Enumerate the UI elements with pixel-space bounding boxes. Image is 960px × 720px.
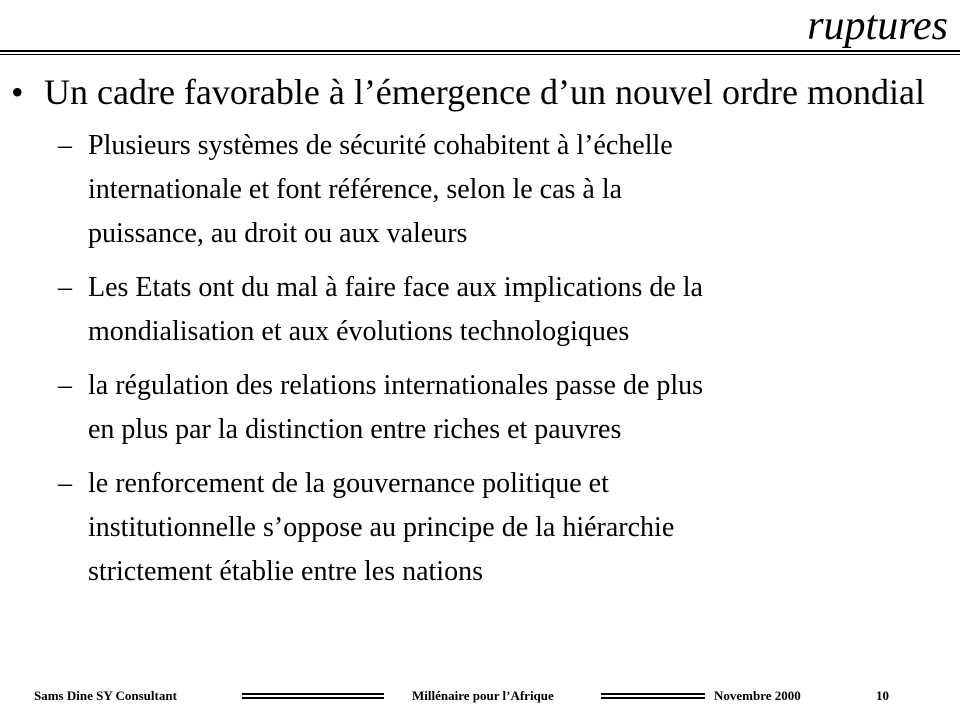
footer-date: Novembre 2000 (714, 688, 801, 703)
text-line: Les Etats ont du mal à faire face aux implications de la (88, 272, 703, 303)
text-line: Plusieurs systèmes de sécurité cohabitent à l’échelle (88, 130, 673, 161)
text-line: mondialisation et aux évolutions technologiques (88, 316, 630, 347)
sub-bullet-marker: – (58, 468, 72, 499)
sub-bullet-marker: – (58, 130, 72, 161)
main-bullet (0, 70, 944, 114)
sub-bullet (0, 462, 908, 594)
slide-content (0, 70, 960, 594)
text-line: strictement établie entre les nations (88, 556, 483, 587)
main-bullet-text: Un cadre favorable à l’émergence d’un nouvel ordre mondial (44, 72, 925, 112)
text-line: en plus par la distinction entre riches et pauvres (88, 414, 622, 445)
slide-title: ruptures (807, 3, 948, 49)
slide-footer (0, 684, 960, 708)
footer-event: Millénaire pour l’Afrique (412, 688, 554, 703)
title-underline (0, 50, 960, 55)
sub-bullet-text (88, 462, 908, 594)
sub-bullet (0, 266, 908, 354)
sub-bullet (0, 364, 908, 452)
text-line: la régulation des relations internationales passe de plus (88, 370, 704, 401)
footer-author: Sams Dine SY Consultant (34, 688, 177, 703)
sub-bullet-text (88, 124, 908, 256)
page-number: 10 (876, 688, 889, 703)
footer-divider (242, 693, 384, 699)
text-line: institutionnelle s’oppose au principe de la hiérarchie (88, 512, 675, 543)
footer-divider (601, 693, 705, 699)
text-line: puissance, au droit ou aux valeurs (88, 218, 468, 249)
sub-bullet-marker: – (58, 370, 72, 401)
sub-bullet-marker: – (58, 272, 72, 303)
sub-bullet (0, 124, 908, 256)
text-line: le renforcement de la gouvernance politique et (88, 468, 609, 499)
sub-bullet-text (88, 364, 908, 452)
text-line: internationale et font référence, selon le cas à la (88, 174, 623, 205)
bullet-marker: • (11, 72, 24, 112)
sub-bullet-text (88, 266, 908, 354)
